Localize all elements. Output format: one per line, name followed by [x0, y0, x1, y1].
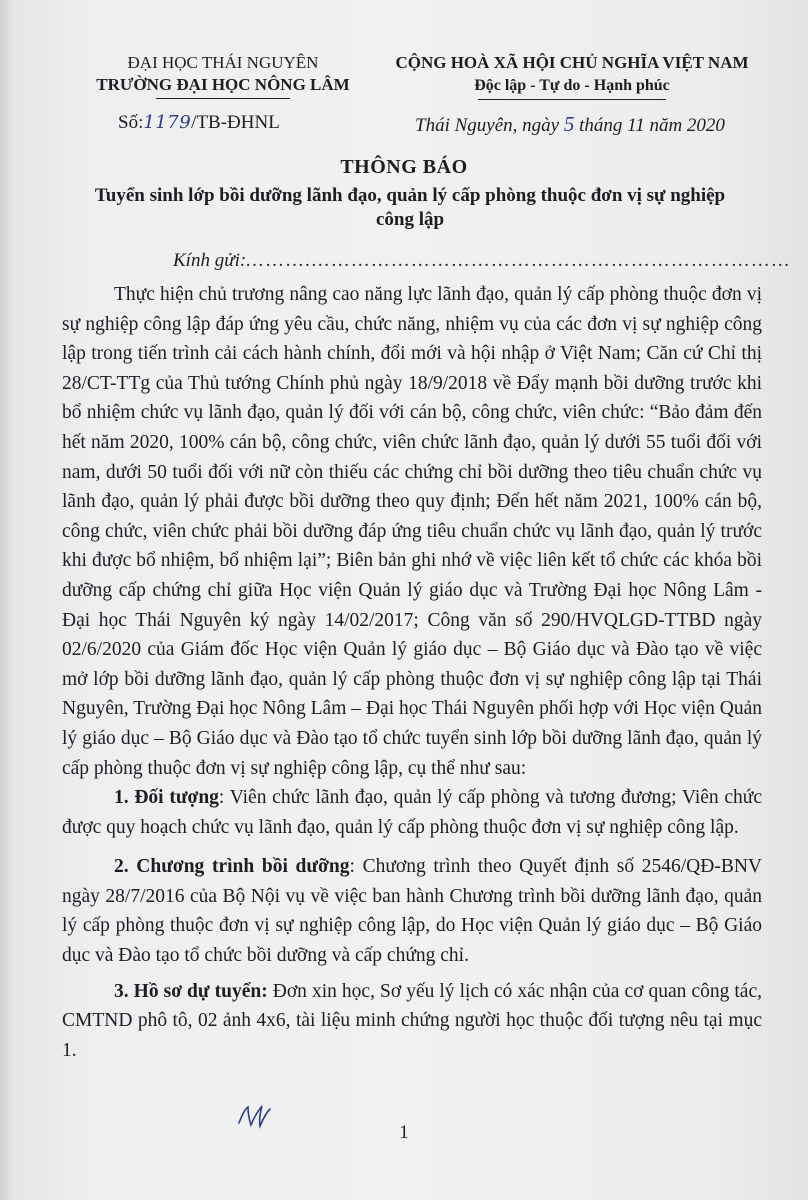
section-1-heading: 1. Đối tượng [114, 787, 219, 809]
section-2 [62, 852, 762, 970]
section-1-text: : Viên chức lãnh đạo, quản lý cấp phòng và tương đương; Viên chức được quy hoạch chức vụ lãnh đạo, quản lý cấp phòng thuộc đơn vị sự nghiệp công lập. [62, 787, 762, 838]
document-body [62, 280, 762, 1065]
nation-name: CỘNG HOÀ XÃ HỘI CHỦ NGHĨA VIỆT NAM [395, 53, 749, 72]
page-number: 1 [399, 1122, 409, 1143]
intro-paragraph: Thực hiện chủ trương nâng cao năng lực lãnh đạo, quản lý cấp phòng thuộc đơn vị sự nghiệp công lập đáp ứng yêu cầu, chức năng, nhiệm vụ của các đơn vị sự nghiệp công lập trong tiến trình cải cách hành chính, đổi mới và hội nhập ở Việt Nam; Căn cứ Chỉ thị 28/CT-TTg của Thủ tướng Chính phủ ngày 18/9/2018 về Đẩy mạnh bồi dưỡng trước khi bổ nhiệm chức vụ lãnh đạo, quản lý đối với cán bộ, công chức, viên chức: “Bảo đảm đến hết năm 2020, 100% cán bộ, công chức, viên chức lãnh đạo, quản lý dưới 55 tuổi đối với nam, dưới 50 tuổi đối với nữ còn thiếu các chứng chỉ bồi dưỡng theo tiêu chuẩn chức vụ lãnh đạo, quản lý phải được bồi dưỡng theo quy định; Đến hết năm 2021, 100% cán bộ, công chức, viên chức phải bồi dưỡng đáp ứng tiêu chuẩn chức vụ lãnh đạo, quản lý trước khi được bổ nhiệm, bổ nhiệm lại”; Biên bản ghi nhớ về việc liên kết tổ chức các khóa bồi dưỡng cấp chứng chỉ giữa Học viện Quản lý giáo dục và Trường Đại học Nông Lâm - Đại học Thái Nguyên ký ngày 14/02/2017; Công văn số 290/HVQLGD-TTBD ngày 02/6/2020 của Giám đốc Học viện Quản lý giáo dục – Bộ Giáo dục và Đào tạo về việc mở lớp bồi dưỡng lãnh đạo, quản lý cấp phòng thuộc đơn vị sự nghiệp công lập tại Thái Nguyên, Trường Đại học Nông Lâm – Đại học Thái Nguyên phối hợp với Học viện Quản lý giáo dục – Bộ Giáo dục và Đào tạo tổ chức tuyển sinh lớp bồi dưỡng lãnh đạo, quản lý cấp phòng thuộc đơn vị sự nghiệp công lập, cụ thể như sau: [62, 284, 762, 779]
section-2-text: : Chương trình theo Quyết định số 2546/QĐ-BNV ngày 28/7/2016 của Bộ Nội vụ về việc ban hành Chương trình bồi dưỡng lãnh đạo, quản lý cấp phòng thuộc đơn vị sự nghiệp công lập, do Học viện Quản lý giáo dục – Bộ Giáo dục và Đào tạo tổ chức bồi dưỡng và cấp chứng chỉ. [62, 856, 762, 967]
salutation-blank: ……….……………………………………………………………… [245, 250, 791, 271]
document-number [118, 112, 280, 134]
issuing-organization [88, 52, 358, 96]
page-edge-shadow [0, 0, 14, 1200]
document-number-prefix: Số: [118, 112, 144, 133]
section-3-text: Đơn xin học, Sơ yếu lý lịch có xác nhận của cơ quan công tác, CMTND phô tô, 02 ảnh 4x6, tài liệu minh chứng người học thuộc đối tượng nêu tại mục 1. [62, 980, 762, 1061]
document-number-suffix: /TB-ĐHNL [191, 112, 280, 133]
section-2-heading: 2. Chương trình bồi dưỡng [114, 856, 350, 878]
document-subtitle: Tuyển sinh lớp bồi dưỡng lãnh đạo, quản lý cấp phòng thuộc đơn vị sự nghiệp công lập [94, 185, 726, 230]
document-header [0, 52, 808, 102]
handwritten-number: 1179 [143, 112, 192, 133]
national-heading [372, 52, 772, 97]
section-3 [62, 977, 762, 1066]
section-3-heading: 3. Hồ sơ dự tuyển: [114, 980, 268, 1002]
place-suffix: tháng 11 năm 2020 [579, 115, 725, 136]
document-title: THÔNG BÁO [340, 156, 468, 178]
handwritten-day: 5 [563, 112, 575, 136]
reference-line [0, 112, 808, 140]
place-and-date [415, 112, 725, 137]
organization-name: TRƯỜNG ĐẠI HỌC NÔNG LÂM [96, 75, 350, 94]
national-motto: Độc lập - Tự do - Hạnh phúc [474, 75, 670, 97]
parent-organization: ĐẠI HỌC THÁI NGUYÊN [127, 53, 319, 72]
place-prefix: Thái Nguyên, ngày [415, 115, 560, 136]
salutation-label: Kính gửi: [173, 250, 247, 271]
section-1 [62, 783, 762, 842]
